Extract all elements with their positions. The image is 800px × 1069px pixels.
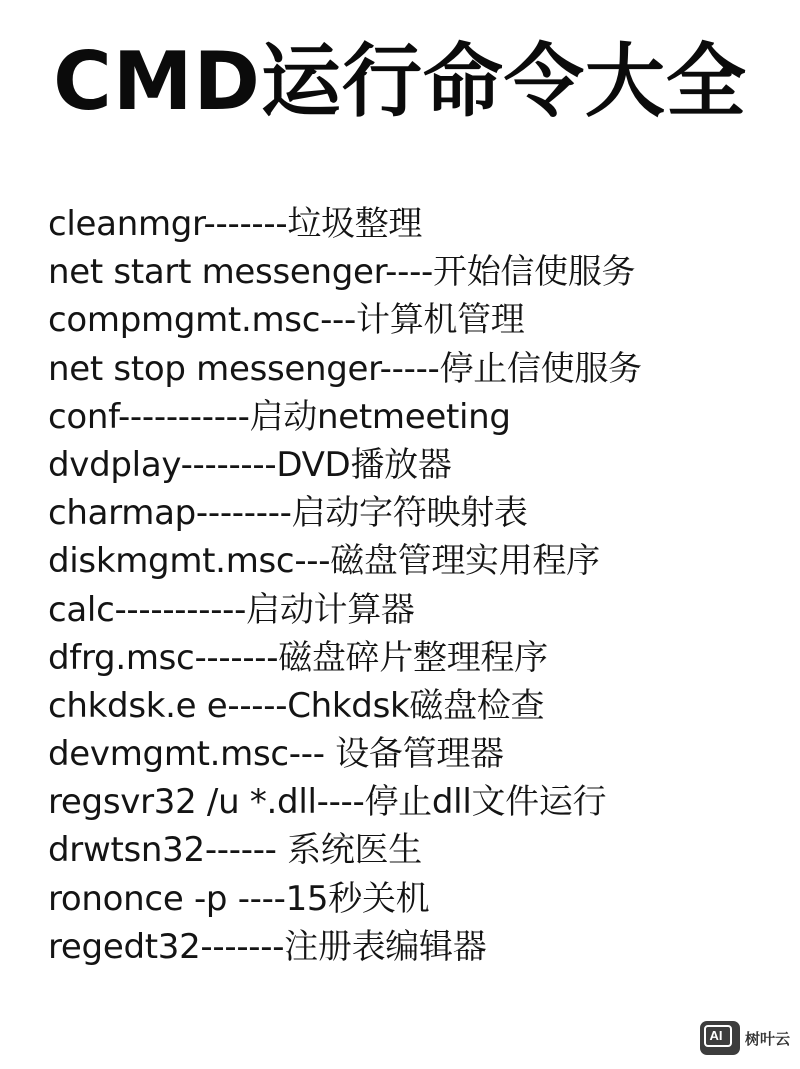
command-line: drwtsn32------ 系统医生 bbox=[48, 830, 422, 871]
command-line: dfrg.msc-------磁盘碎片整理程序 bbox=[48, 637, 548, 678]
command-line: net start messenger----开始信使服务 bbox=[48, 252, 636, 293]
command-line: compmgmt.msc---计算机管理 bbox=[48, 300, 525, 341]
command-line: devmgmt.msc--- 设备管理器 bbox=[48, 734, 504, 775]
command-line: net stop messenger-----停止信使服务 bbox=[48, 348, 642, 389]
watermark-badge-label: AI bbox=[709, 1027, 723, 1043]
command-line: conf-----------启动netmeeting bbox=[48, 396, 511, 437]
command-line: dvdplay--------DVD播放器 bbox=[48, 444, 452, 485]
command-list bbox=[48, 200, 768, 971]
watermark bbox=[700, 1021, 790, 1055]
command-line: rononce -p ----15秒关机 bbox=[48, 878, 430, 919]
command-line: regsvr32 /u *.dll----停止dll文件运行 bbox=[48, 782, 607, 823]
command-line: calc-----------启动计算器 bbox=[48, 589, 415, 630]
command-line: regedt32-------注册表编辑器 bbox=[48, 926, 487, 967]
command-line: chkdsk.e e-----Chkdsk磁盘检查 bbox=[48, 685, 545, 726]
page-title: CMD运行命令大全 bbox=[53, 35, 747, 128]
ai-badge-icon bbox=[700, 1021, 740, 1055]
command-line: cleanmgr-------垃圾整理 bbox=[48, 204, 423, 244]
watermark-text: 树叶云 bbox=[744, 1029, 790, 1048]
command-line: charmap--------启动字符映射表 bbox=[48, 493, 528, 534]
command-line: diskmgmt.msc---磁盘管理实用程序 bbox=[48, 541, 600, 582]
